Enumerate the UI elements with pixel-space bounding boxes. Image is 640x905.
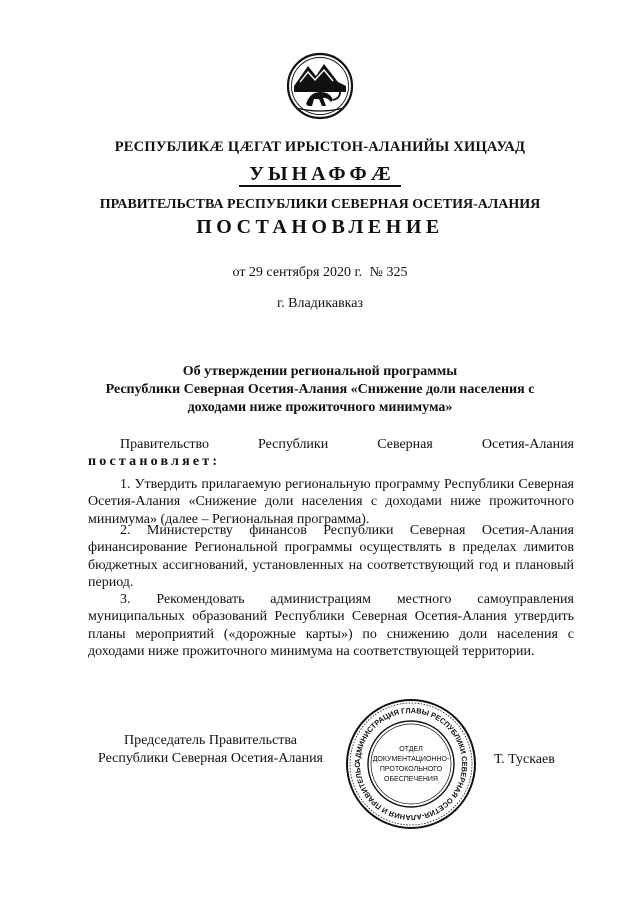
decree-date: от 29 сентября 2020 г.: [232, 265, 363, 280]
signatory-position-line-1: Председатель Правительства: [124, 733, 297, 748]
document-title-line-3: доходами ниже прожиточного минимума»: [187, 400, 453, 415]
document-title: [80, 363, 560, 417]
paragraph-item-1: 1. Утвердить прилагаемую региональную программу Республики Северная Осетия-Алания «Снижение доли населения с доходами ниже прожиточного минимума» (далее – Региональная программа).: [88, 477, 574, 527]
preamble-word: Осетия-Алания: [481, 437, 574, 452]
coat-of-arms-icon: [286, 52, 354, 120]
preamble-line: [88, 436, 574, 453]
preamble-word: Правительство: [120, 437, 209, 452]
seal-ring-text: АДМИНИСТРАЦИЯ ГЛАВЫ РЕСПУБЛИКИ СЕВЕРНАЯ ОСЕТИЯ-АЛАНИЯ И ПРАВИТЕЛЬС: [352, 705, 470, 823]
seal-center-line-4: ОБЕСПЕЧЕНИЯ: [384, 776, 438, 783]
decree-date-line: [0, 265, 640, 281]
official-seal-icon: [344, 697, 478, 831]
seal-center-line-2: ДОКУМЕНТАЦИОННО-: [372, 756, 450, 763]
preamble: [88, 436, 574, 471]
signatory-position-line-2: Республики Северная Осетия-Алания: [98, 751, 323, 766]
paragraph-item-3: 3. Рекомендовать администрациям местного самоуправления муниципальных образований Республики Северная Осетия-Алания утвердить планы мероприятий («дорожные карты») по снижению доли населения с доходами ниже прожиточного минимума на соответствующей территории.: [88, 592, 574, 660]
document-title-line-1: Об утверждении региональной программы: [182, 364, 458, 379]
decree-city: г. Владикавказ: [276, 296, 364, 311]
decree-number: № 325: [369, 265, 408, 280]
seal-center-line-1: ОТДЕЛ: [399, 746, 423, 753]
signatory-position: [88, 732, 333, 768]
header-government-name: ПРАВИТЕЛЬСТВА РЕСПУБЛИКИ СЕВЕРНАЯ ОСЕТИЯ-АЛАНИЯ: [99, 197, 541, 212]
header-decree-title-os-text: УЫНАФФӔ: [239, 163, 400, 187]
header-decree-title-os: [0, 163, 640, 187]
preamble-word: Республики: [257, 437, 329, 452]
preamble-word: Северная: [377, 437, 433, 452]
header-decree-title: ПОСТАНОВЛЕНИЕ: [196, 216, 444, 238]
seal-center-line-3: ПРОТОКОЛЬНОГО: [379, 766, 443, 773]
paragraph-item-2: 2. Министерству финансов Республики Северная Осетия-Алания финансирование Региональной программы осуществлять в пределах лимитов бюджетных ассигнований, установленных на соответствующий год и плановый период.: [88, 523, 574, 591]
preamble-action: постановляет:: [88, 454, 221, 470]
header-republic-name-os: РЕСПУБЛИКӔ ЦӔГАТ ИРЫСТОН-АЛАНИЙЫ ХИЦАУАД: [114, 139, 526, 155]
signatory-name: Т. Тускаев: [494, 752, 555, 767]
document-title-line-2: Республики Северная Осетия-Алания «Снижение доли населения с: [105, 382, 535, 397]
